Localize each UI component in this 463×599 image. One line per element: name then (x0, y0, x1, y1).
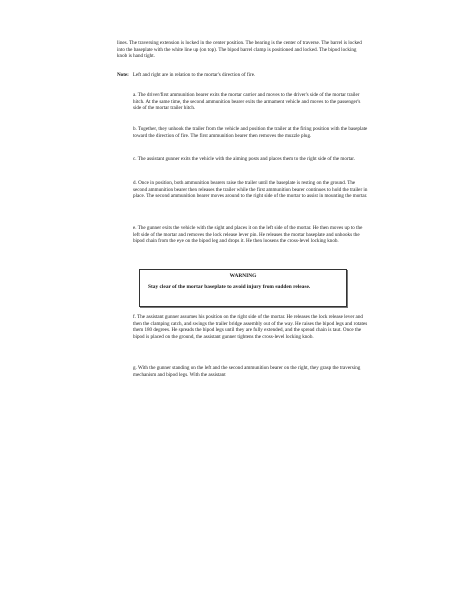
warning-text: Stay clear of the mortar baseplate to avoid injury from sudden release. (148, 284, 311, 290)
step-a-paragraph: a. The driver/first ammunition bearer exits the mortar carrier and moves to the driver's side of the mortar trailer hitch. At the same time, the second ammunition bearer exits the armament vehicle and moves to the passenger's side of the mortar trailer hitch. (133, 92, 361, 112)
note-label: Note: (117, 72, 129, 78)
warning-title: WARNING (229, 273, 257, 279)
step-d-paragraph: d. Once in position, both ammunition bearers raise the trailer until the baseplate is resting on the ground. The second ammunition bearer then releases the trailer while the first ammunition bearer continues to hold the trailer in place. The second ammunition bearer moves around to the right side of the mortar to assist in mounting the mortar. (133, 180, 368, 200)
note-text: Left and right are in relation to the mortar's direction of fire. (132, 72, 256, 78)
step-f-paragraph: f. The assistant gunner assumes his position on the right side of the mortar. He releases the lock release lever and then the clamping catch, and swings the trailer bridge assembly out of the way. He raises the bipod legs and rotates them 180 degrees. He spreads the bipod legs until they are fully extended, and the spread chain is taut. Once the bipod is placed on the ground, the assistant gunner tightens the cross-level locking knob. (133, 314, 368, 341)
intro-paragraph: lines. The traversing extension is locked in the center position. The bearing is the center of traverse. The barrel is locked into the baseplate with the white line up (on top). The bipod barrel clamp is positioned and locked. The bipod locking knob is hand tight. (117, 40, 362, 60)
step-e-paragraph: e. The gunner exits the vehicle with the sight and places it on the left side of the mortar. He then moves up to the left side of the mortar and removes the lock release lever pin. He releases the mortar baseplate and unhooks the bipod chain from the eye on the bipod leg and drops it. He then loosens the cross-level locking knob. (133, 225, 363, 245)
warning-box (139, 269, 347, 307)
step-c-paragraph: c. The assistant gunner exits the vehicle with the aiming posts and places them to the right side of the mortar. (133, 156, 355, 162)
note (117, 72, 377, 79)
step-b-paragraph: b. Together, they unhook the trailer from the vehicle and position the trailer at the firing position with the baseplate toward the direction of fire. The first ammunition bearer then removes the muzzle plug. (133, 126, 368, 139)
step-g-paragraph: g. With the gunner standing on the left and the second ammunition bearer on the right, they grasp the traversing mechanism and bipod legs. With the assistant (133, 365, 361, 378)
